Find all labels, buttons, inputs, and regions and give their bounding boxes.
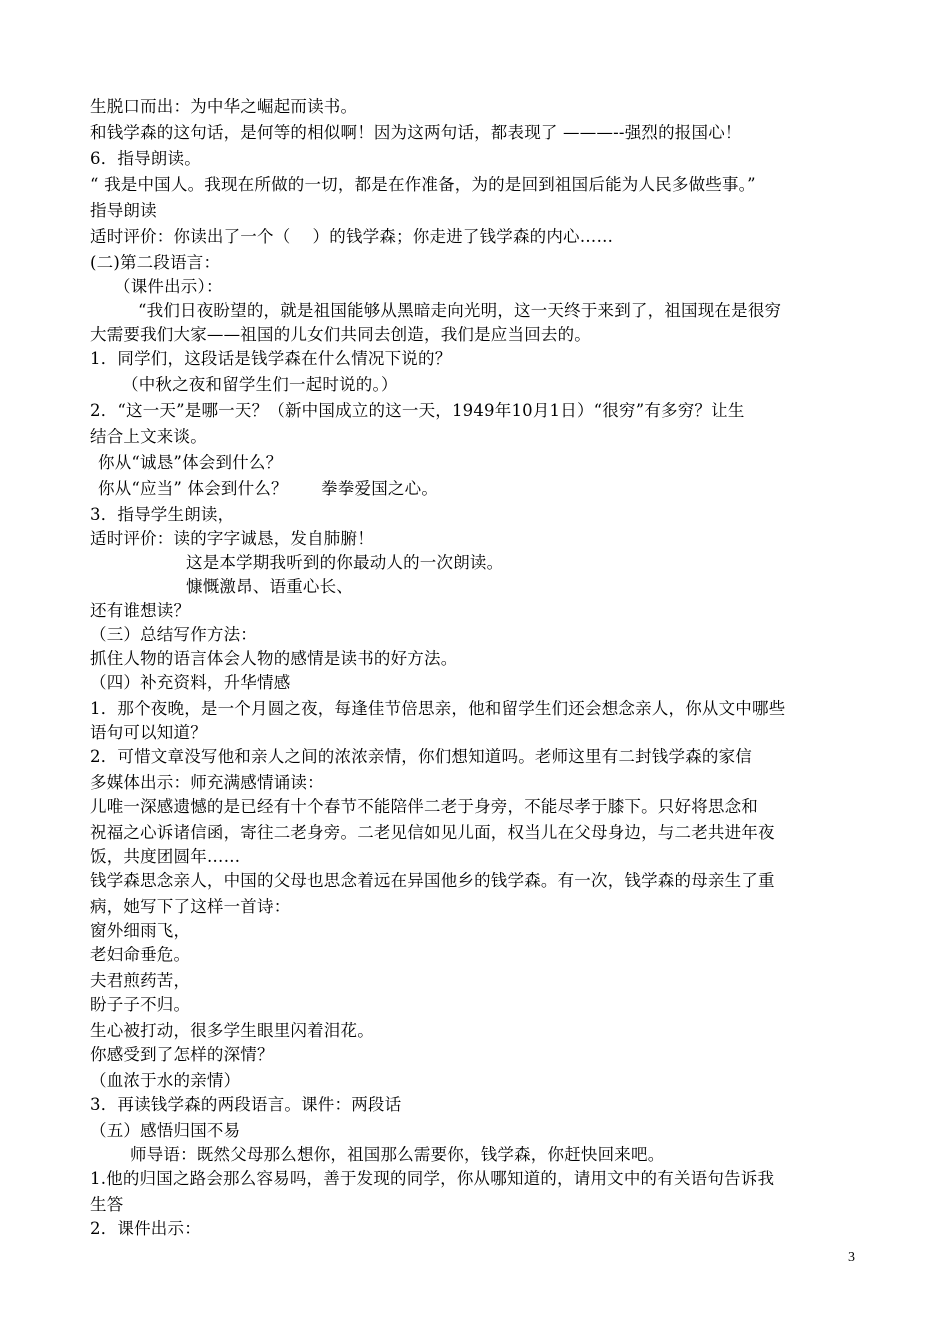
text-line: （血浓于水的亲情） xyxy=(90,1071,241,1090)
text-line: 师导语：既然父母那么想你，祖国那么需要你，钱学森，你赶快回来吧。 xyxy=(130,1145,665,1164)
section-heading: (二)第二段语言： xyxy=(90,253,221,272)
text-line: （课件出示）： xyxy=(114,277,223,296)
text-line: 适时评价：你读出了一个（ ）的钱学森；你走进了钱学森的内心…… xyxy=(90,227,614,246)
text-line: 3．再读钱学森的两段语言。课件：两段话 xyxy=(90,1095,402,1114)
letter-line: 饭，共度团圆年…… xyxy=(90,847,241,866)
text-line: 你从“应当” 体会到什么？ 拳拳爱国之心。 xyxy=(98,479,439,498)
section-heading: （三）总结写作方法： xyxy=(90,625,257,644)
text-line: （中秋之夜和留学生们一起时说的。） xyxy=(122,375,398,394)
poem-line: 窗外细雨飞， xyxy=(90,921,191,940)
text-line: 钱学森思念亲人，中国的父母也思念着远在异国他乡的钱学森。有一次，钱学森的母亲生了重 xyxy=(90,871,775,890)
text-line: 生答 xyxy=(90,1195,124,1214)
text-line: 你感受到了怎样的深情？ xyxy=(90,1045,274,1064)
letter-line: 儿唯一深感遗憾的是已经有十个春节不能陪伴二老于身旁，不能尽孝于膝下。只好将思念和 xyxy=(90,797,758,816)
text-line: “ 我是中国人。我现在所做的一切，都是在作准备，为的是回到祖国后能为人民多做些事。” xyxy=(90,175,756,194)
text-line: 和钱学森的这句话，是何等的相似啊！因为这两句话，都表现了 ———--强烈的报国心！ xyxy=(90,123,742,142)
text-line: 多媒体出示：师充满感情诵读： xyxy=(90,773,324,792)
text-line: 抓住人物的语言体会人物的感情是读书的好方法。 xyxy=(90,649,458,668)
text-line: 1.他的归国之路会那么容易吗，善于发现的同学，你从哪知道的，请用文中的有关语句告诉我 xyxy=(90,1169,775,1188)
quote-line: 大需要我们大家——祖国的儿女们共同去创造，我们是应当回去的。 xyxy=(90,325,591,344)
text-line: 2．课件出示： xyxy=(90,1219,201,1238)
text-line: 6．指导朗读。 xyxy=(90,149,201,168)
text-line: 2．“这一天”是哪一天？（新中国成立的这一天，1949年10月1日）“很穷”有多穷？让生 xyxy=(90,401,745,420)
text-line: 2．可惜文章没写他和亲人之间的浓浓亲情，你们想知道吗。老师这里有二封钱学森的家信 xyxy=(90,747,752,766)
text-line: 结合上文来谈。 xyxy=(90,427,207,446)
text-line: 生脱口而出：为中华之崛起而读书。 xyxy=(90,97,358,116)
text-line: 这是本学期我听到的你最动人的一次朗读。 xyxy=(186,553,504,572)
text-line: 语句可以知道？ xyxy=(90,723,207,742)
poem-line: 夫君煎药苦， xyxy=(90,971,191,990)
section-heading: （四）补充资料，升华情感 xyxy=(90,673,291,692)
text-line: 还有谁想读？ xyxy=(90,601,191,620)
text-line: 指导朗读 xyxy=(90,201,157,220)
section-heading: （五）感悟归国不易 xyxy=(90,1121,241,1140)
text-line: 慷慨激昂、语重心长、 xyxy=(186,577,353,596)
text-line: 适时评价：读的字字诚恳，发自肺腑！ xyxy=(90,529,374,548)
text-line: 你从“诚恳”体会到什么？ xyxy=(98,453,283,472)
letter-line: 祝福之心诉诸信函，寄往二老身旁。二老见信如见儿面，权当儿在父母身边，与二老共进年夜 xyxy=(90,823,775,842)
page-number: 3 xyxy=(848,1250,855,1265)
text-line: 1．同学们，这段话是钱学森在什么情况下说的？ xyxy=(90,349,452,368)
text-line: 病，她写下了这样一首诗： xyxy=(90,897,291,916)
quote-line: “我们日夜盼望的，就是祖国能够从黑暗走向光明，这一天终于来到了，祖国现在是很穷 xyxy=(138,301,782,320)
poem-line: 盼子子不归。 xyxy=(90,995,191,1014)
text-line: 3．指导学生朗读， xyxy=(90,505,235,524)
poem-line: 老妇命垂危。 xyxy=(90,945,191,964)
text-line: 生心被打动，很多学生眼里闪着泪花。 xyxy=(90,1021,374,1040)
text-line: 1．那个夜晚，是一个月圆之夜，每逢佳节倍思亲，他和留学生们还会想念亲人，你从文中哪些 xyxy=(90,699,786,718)
